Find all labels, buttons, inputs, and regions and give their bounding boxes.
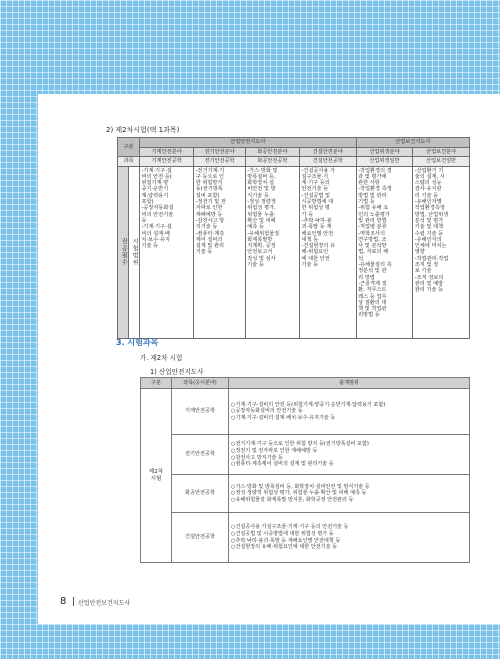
range-line: 기술 등 bbox=[195, 249, 213, 256]
range-line: 등 bbox=[141, 217, 147, 224]
field-header: 기계안전분야 bbox=[140, 148, 194, 157]
scope-line: ○정전기 및 전자파로 인한 재해예방 등 bbox=[231, 447, 318, 454]
category-cell bbox=[118, 166, 140, 338]
range-line: 해요인별 안전 bbox=[301, 230, 334, 237]
range-line: 자파로 인한 bbox=[195, 205, 223, 212]
range-line: -유해인자별 bbox=[414, 199, 442, 206]
range-line: -감전사고 방 bbox=[195, 217, 225, 224]
range-line: -작업관리·작업 bbox=[414, 255, 449, 262]
range-line: 계·기구 등의 bbox=[301, 180, 330, 187]
range-line: -유해인자의 bbox=[414, 236, 442, 243]
scope-cell bbox=[229, 513, 470, 563]
range-line: 위험성 평가, bbox=[247, 205, 276, 212]
range-line: -산업환기 기 bbox=[414, 167, 444, 174]
scope-line: ○기계·기구·설비의 설계·배치·보수·유지기술 등 bbox=[231, 414, 336, 421]
range-line: 화재폭발방 bbox=[247, 236, 273, 243]
range-line: -추락·낙하·붕 bbox=[301, 217, 332, 224]
scope-line: ○기계·기구·설비의 안전 등(위험기계·양중기·운반기계·압력용기 포함) bbox=[231, 401, 386, 408]
range-line: 화학장치·설 bbox=[247, 180, 274, 187]
range-line: 한 위험성 평 bbox=[301, 205, 330, 212]
range-line: 관리 및 예방 bbox=[414, 280, 444, 287]
scope-cell bbox=[229, 389, 470, 435]
subject-row-label: 과목 bbox=[118, 157, 140, 166]
scope-line: ○추락·낙하·붕괴·폭발 등 재해요인별 안전대책 등 bbox=[231, 537, 341, 544]
footer-divider bbox=[73, 597, 74, 606]
exam-stage-cell bbox=[141, 389, 172, 563]
range-line: 치·보수·유지 bbox=[141, 236, 170, 243]
subject-cell: 산업위생일반 bbox=[356, 157, 413, 166]
range-line: 관한 사항 bbox=[358, 180, 380, 187]
range-line: 영향 bbox=[414, 249, 425, 256]
range-line: 한 위험방지 bbox=[195, 180, 223, 187]
range-line: -전기기계·기 bbox=[195, 167, 225, 174]
subheading-safety-instructor: 1) 산업안전지도사 bbox=[150, 368, 204, 376]
range-line: 비의 안전기술 bbox=[141, 211, 174, 218]
range-line: 확산 및 피해 bbox=[247, 217, 276, 224]
subject-cell: 건설안전공학 bbox=[299, 157, 356, 166]
scope-cell bbox=[229, 475, 470, 513]
footer-book-title: 산업안전보건지도사 bbox=[78, 600, 131, 607]
range-line: 시공방법에 대 bbox=[301, 199, 334, 206]
range-line: 작업환경측정 bbox=[414, 205, 445, 212]
range-line: -공장자동화설 bbox=[141, 205, 174, 212]
scope-line: ○건설현장의 유해·위험요인에 대한 안전기술 등 bbox=[231, 544, 338, 551]
range-line: 안전보고서 bbox=[247, 249, 273, 256]
scope-line: ○건설공법 및 시공방법에 대한 위험성 평가 등 bbox=[231, 530, 334, 537]
scope-line: ○유해위험물질 화재폭발 방지론, 화학공정 안전관리 등 bbox=[231, 496, 354, 503]
scope-line: ○가스·방화 및 방폭설비 등, 화학장치·설비안전 및 방식기술 등 bbox=[231, 483, 370, 490]
range-line: -건설현장의 유 bbox=[301, 243, 336, 250]
subject-cell: 전기안전공학 bbox=[194, 157, 246, 166]
range-cell bbox=[245, 166, 299, 338]
range-line: 리방법 등 bbox=[358, 312, 380, 319]
range-line: 책 및 작업관 bbox=[358, 306, 387, 313]
range-line: -정성·정량적 bbox=[247, 199, 276, 206]
range-line: 상 질환의 대 bbox=[358, 299, 387, 306]
range-line: 괴·폭발 등 재 bbox=[301, 224, 332, 231]
range-line: 석 bbox=[358, 255, 364, 262]
range-line: -기계·기구·설 bbox=[141, 224, 172, 231]
subject-cell: 화공안전공학 bbox=[245, 157, 299, 166]
range-line: 관리 기술 등 bbox=[414, 287, 444, 294]
scope-line: ○감전사고 방지기술 등 bbox=[231, 454, 283, 461]
range-line: 설구조물·기 bbox=[301, 173, 329, 180]
range-line: 계·압력용기 bbox=[141, 192, 169, 199]
range-line: -유해물질의 측 bbox=[358, 262, 392, 269]
page-number: 8 bbox=[60, 596, 67, 607]
scope-line: ○컴퓨터·계측제어 설비의 설계 및 관리기술 등 bbox=[231, 461, 334, 468]
range-line: 등(전기방폭 bbox=[195, 186, 223, 193]
range-cell bbox=[356, 166, 413, 338]
range-line: -유해위험물질 bbox=[247, 230, 280, 237]
exam-scope-table bbox=[140, 377, 470, 563]
range-line: 인체에 미치는 bbox=[414, 243, 447, 250]
range-line: -조직 정보의 bbox=[414, 274, 444, 281]
table-header-gubun: 구분 bbox=[118, 138, 140, 157]
range-line: -기계·기구·설 bbox=[141, 167, 172, 174]
range-cell bbox=[413, 166, 470, 338]
range-line: 연구방법, 조 bbox=[358, 236, 387, 243]
range-line: 레스 등 업무 bbox=[358, 293, 387, 300]
range-line: 과 및 평가에 bbox=[358, 173, 387, 180]
field-header: 건설안전분야 bbox=[299, 148, 356, 157]
range-line: 정분석 및 관 bbox=[358, 268, 387, 275]
range-line: 기법 등 bbox=[358, 199, 375, 206]
range-line: 비의 안전 등( bbox=[141, 173, 172, 180]
range-cell bbox=[299, 166, 356, 338]
table-header: 구분 bbox=[141, 378, 172, 389]
range-line: 기술 등 bbox=[301, 262, 319, 269]
range-line: 스템의 성능 bbox=[414, 180, 442, 187]
range-line: -직업병 분류 bbox=[358, 224, 387, 231]
range-line: -근골격계 질 bbox=[358, 280, 387, 287]
range-cell bbox=[140, 166, 194, 338]
field-header: 화공안전분야 bbox=[245, 148, 299, 157]
range-line: 방법, 산업위생 bbox=[414, 211, 449, 218]
range-line: 제어 설비의 bbox=[195, 236, 223, 243]
range-line: 인의 노출평가 bbox=[358, 211, 390, 218]
scope-line: ○공장자동화설비의 안전기술 등 bbox=[231, 408, 303, 415]
range-line: 예측 등 bbox=[247, 224, 264, 231]
range-line: -위험 유해 요 bbox=[358, 205, 389, 212]
field-header: 산업보건분야 bbox=[413, 148, 470, 157]
range-line: 방법 및 관리 bbox=[358, 192, 387, 199]
range-cell bbox=[194, 166, 246, 338]
subject-cell: 기계안전공학 bbox=[172, 389, 229, 435]
table-header: 출제범위 bbox=[229, 378, 470, 389]
category-label-required: 전공필수 bbox=[118, 167, 129, 338]
second-exam-subject-table bbox=[117, 137, 470, 339]
range-line: 지기술 등 bbox=[195, 224, 218, 231]
subject-cell: 전기안전공학 bbox=[172, 435, 229, 475]
range-line: 및 관리 방법 bbox=[358, 217, 387, 224]
range-line: 방폭설비 등, bbox=[247, 173, 276, 180]
range-line: 중기·운반기 bbox=[141, 186, 169, 193]
range-line: 포함) bbox=[141, 199, 154, 206]
table-header-health-instructor: 산업보건지도사 bbox=[356, 138, 469, 148]
range-line: -역학조사의 bbox=[358, 230, 386, 237]
range-line: 작성 및 심사 bbox=[247, 255, 276, 262]
range-line: 해·위험요인 bbox=[301, 249, 329, 256]
range-line: 리 방법 bbox=[358, 274, 375, 281]
range-line: 수립 기술 등 bbox=[414, 230, 444, 237]
range-line: 비의 설계·배 bbox=[141, 230, 170, 237]
range-line: 안전기술 등 bbox=[301, 186, 329, 193]
subject-cell: 화공안전공학 bbox=[172, 475, 229, 513]
range-line: 법, 자료의 해 bbox=[358, 249, 389, 256]
range-line: 구 등으로 인 bbox=[195, 173, 225, 180]
range-line: -작업환경의 결 bbox=[358, 167, 392, 174]
section-heading-exam-subjects: 3. 시험과목 bbox=[116, 338, 159, 347]
subject-cell: 산업보건일반 bbox=[413, 157, 470, 166]
section-heading-second-exam: 2) 제2차시험(택 1과목) bbox=[106, 126, 180, 134]
range-line: 위험기계·양 bbox=[141, 180, 169, 187]
range-line: 위험물 누출· bbox=[247, 211, 276, 218]
subheading-second-exam: 가. 제2차 시험 bbox=[140, 354, 183, 362]
range-line: 분석 및 평가 bbox=[414, 217, 444, 224]
range-line: 조직 및 정 bbox=[414, 262, 439, 269]
range-line: 리 기술 등 bbox=[414, 192, 439, 199]
category-label-scope: 시험범위 bbox=[131, 238, 139, 267]
range-line: 기술 및 대책 bbox=[414, 224, 444, 231]
range-line: -가스·방화 및 bbox=[247, 167, 278, 174]
scope-cell bbox=[229, 435, 470, 475]
subject-cell: 건설안전공학 bbox=[172, 513, 229, 563]
range-line: 설계 및 관리 bbox=[195, 243, 225, 250]
field-header: 전기안전분야 bbox=[194, 148, 246, 157]
range-line: 기술 등 bbox=[247, 262, 264, 269]
range-line: -건설공법 및 bbox=[301, 192, 331, 199]
range-line: 술의 설계, 시 bbox=[414, 173, 445, 180]
table-header: 과목(응시분야) bbox=[172, 378, 229, 389]
range-line: -컴퓨터·계측 bbox=[195, 230, 225, 237]
range-line: 재해예방 등 bbox=[195, 211, 223, 218]
range-line: 지계획, 공정 bbox=[247, 243, 276, 250]
range-line: -건설공사용 가 bbox=[301, 167, 336, 174]
field-header: 산업위생분야 bbox=[356, 148, 413, 157]
table-header-safety-instructor: 산업안전지도사 bbox=[140, 138, 357, 148]
range-line: 환, 직무스트 bbox=[358, 287, 387, 294]
range-line: 기술 등 bbox=[141, 243, 159, 250]
range-line: -작업환경 측정 bbox=[358, 186, 392, 193]
range-line: 대책 등 bbox=[301, 236, 319, 243]
range-line: 식기술 등 bbox=[247, 192, 269, 199]
range-line: 검사·유지관 bbox=[414, 186, 442, 193]
range-line: -정전기 및 전 bbox=[195, 199, 226, 206]
scope-line: ○정성·정량적 위험성 평가, 위험물 누출·확산 및 피해 예측 등 bbox=[231, 490, 367, 497]
range-line: 가 등 bbox=[301, 211, 314, 218]
range-line: 설비 포함) bbox=[195, 192, 220, 199]
subject-cell: 기계안전공학 bbox=[140, 157, 194, 166]
exam-stage-label: 제2차 시험 bbox=[148, 468, 164, 482]
range-line: 보 기술 bbox=[414, 268, 432, 275]
range-line: 비안전 및 방 bbox=[247, 186, 276, 193]
range-line: 사 및 분석방 bbox=[358, 243, 387, 250]
range-line: 에 대한 안전 bbox=[301, 255, 330, 262]
scope-line: ○전기기계·기구 등으로 인한 위험 방지 등(전기방폭설비 포함) bbox=[231, 441, 369, 448]
scope-line: ○건설공사용 가설구조물·기계·기구 등의 안전기술 등 bbox=[231, 524, 349, 531]
